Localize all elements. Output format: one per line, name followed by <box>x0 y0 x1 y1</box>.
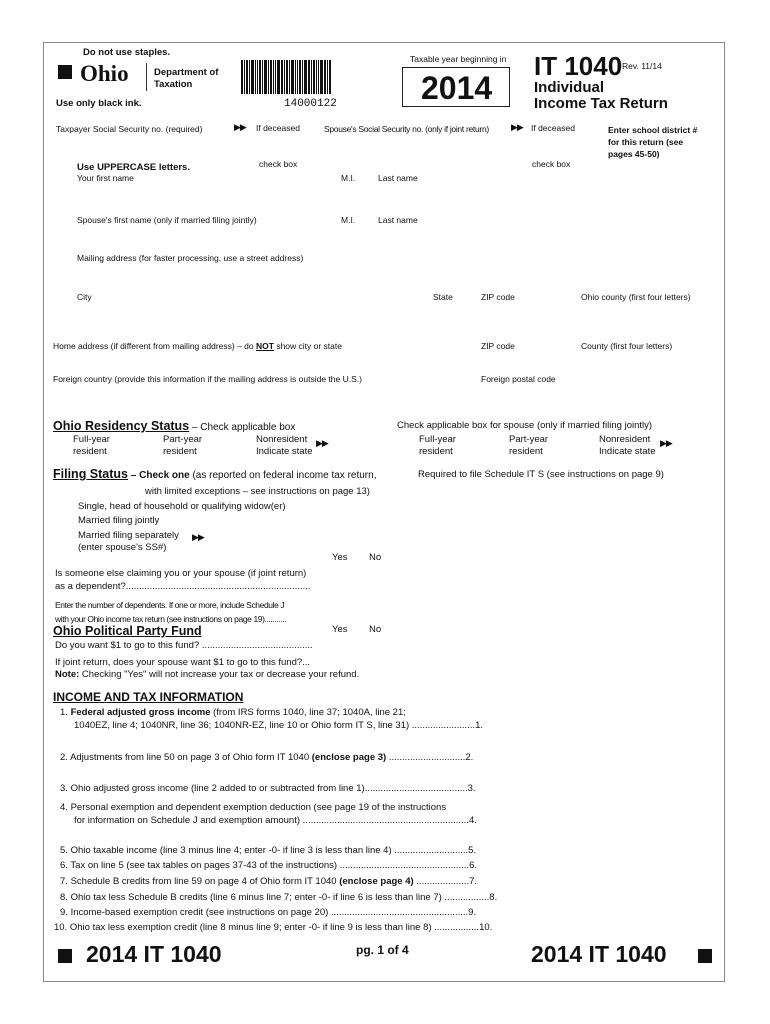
indicate-state-label: Indicate state <box>256 446 313 457</box>
income-line-9: 9. Income-based exemption credit (see instructions on page 20) ....................................................9. <box>60 907 477 918</box>
party-fund-no-label: No <box>369 624 382 635</box>
state-label: State <box>433 292 453 302</box>
dependent-question: Is someone else claiming you or your spouse (if joint return) <box>55 568 307 579</box>
arrow-right-icon: ▶▶ <box>316 438 328 448</box>
form-page <box>43 42 725 982</box>
home-address-label: Home address (if different from mailing address) – do NOT show city or state <box>53 341 342 351</box>
if-deceased-spouse-label: If deceased <box>531 123 575 133</box>
income-line-4: 4. Personal exemption and dependent exemption deduction (see page 19 of the instructions <box>60 802 447 813</box>
department-label: Department of <box>154 67 219 78</box>
filing-status-header: Filing Status – Check one (as reported on federal income tax return, <box>53 467 377 481</box>
income-line-10: 10. Ohio tax less exemption credit (line 8 minus line 9; enter -0- if line 9 is less than line 8) .................10. <box>54 922 493 933</box>
spouse-indicate-state-label: Indicate state <box>599 446 656 457</box>
spouse-residency-header: Check applicable box for spouse (only if married filing jointly) <box>397 420 653 431</box>
party-fund-spouse-question: If joint return, does your spouse want $1 to go to this fund?... <box>55 657 311 668</box>
school-district-label-3: pages 45-50) <box>608 149 660 159</box>
if-deceased-label: If deceased <box>256 123 300 133</box>
school-district-label-1: Enter school district # <box>608 125 698 135</box>
revision-date: Rev. 11/14 <box>622 61 662 71</box>
alignment-square-bottom-right <box>698 949 712 963</box>
income-line-7: 7. Schedule B credits from line 59 on page 4 of Ohio form IT 1040 (enclose page 4) ....................7. <box>60 876 478 887</box>
filing-mfj-label: Married filing jointly <box>78 515 160 526</box>
home-zip-label: ZIP code <box>481 341 515 351</box>
footer-form-title-right: 2014 IT 1040 <box>531 941 667 967</box>
income-line-6: 6. Tax on line 5 (see tax tables on pages 37-43 of the instructions) .................................................6. <box>60 860 477 871</box>
form-number: IT 1040 <box>534 51 623 81</box>
mailing-address-label: Mailing address (for faster processing, use a street address) <box>77 253 304 263</box>
uppercase-note: Use UPPERCASE letters. <box>77 162 190 173</box>
filing-status-desc: with limited exceptions – see instructions on page 13) <box>145 486 370 497</box>
full-year-label: Full-year <box>73 434 110 445</box>
ohio-logo: Ohio <box>80 61 129 86</box>
ssn-label: Taxpayer Social Security no. (required) <box>56 124 203 134</box>
barcode-number: 14000122 <box>284 98 337 110</box>
spouse-ssn-label: Spouse's Social Security no. (only if joint return) <box>324 124 489 134</box>
logo-divider <box>146 63 147 91</box>
spouse-full-year-resident-label: resident <box>419 446 453 457</box>
dependent-question-cont: as a dependent?...................................................................... <box>55 581 311 592</box>
party-fund-yes-label: Yes <box>332 624 348 635</box>
arrow-right-icon: ▶▶ <box>192 532 204 542</box>
no-staples-note: Do not use staples. <box>83 47 171 58</box>
income-line-1-cont: 1040EZ, line 4; 1040NR, line 36; 1040NR-EZ, line 10 or Ohio form IT S, line 31) ........................1. <box>74 720 484 731</box>
spouse-mi-label: M.I. <box>341 215 356 225</box>
spouse-full-year-label: Full-year <box>419 434 456 445</box>
income-line-1: 1. Federal adjusted gross income (from IRS forms 1040, line 37; 1040A, line 21; <box>60 707 406 718</box>
form-title-line2: Income Tax Return <box>534 95 668 112</box>
year-box <box>402 67 510 107</box>
last-name-label: Last name <box>378 173 418 183</box>
residency-header: Ohio Residency Status – Check applicable box <box>53 419 296 433</box>
zip-label: ZIP code <box>481 292 515 302</box>
spouse-part-year-label: Part-year <box>509 434 549 445</box>
arrow-right-icon: ▶▶ <box>234 122 246 132</box>
yes-label: Yes <box>332 552 348 563</box>
black-ink-note: Use only black ink. <box>56 98 142 109</box>
income-line-5: 5. Ohio taxable income (line 3 minus line 4; enter -0- if line 3 is less than line 4) ............................5. <box>60 845 477 856</box>
spouse-part-year-resident-label: resident <box>509 446 543 457</box>
spouse-last-name-label: Last name <box>378 215 418 225</box>
barcode <box>241 60 332 94</box>
taxable-year-label: Taxable year beginning in <box>410 54 507 64</box>
party-fund-header: Ohio Political Party Fund <box>53 624 202 638</box>
ohio-county-label: Ohio county (first four letters) <box>581 292 691 302</box>
arrow-right-icon: ▶▶ <box>660 438 672 448</box>
income-line-4-cont: for information on Schedule J and exemption amount) ...............................................................4. <box>74 815 477 826</box>
mi-label: M.I. <box>341 173 356 183</box>
income-line-8: 8. Ohio tax less Schedule B credits (line 6 minus line 7; enter -0- if line 6 is less than line 7) .................8. <box>60 892 498 903</box>
tax-year: 2014 <box>421 70 493 106</box>
spouse-nonresident-label: Nonresident <box>599 434 651 445</box>
alignment-square-top <box>58 65 72 79</box>
income-line-2: 2. Adjustments from line 50 on page 3 of Ohio form IT 1040 (enclose page 3) .............................2. <box>60 752 474 763</box>
income-line-3: 3. Ohio adjusted gross income (line 2 added to or subtracted from line 1).......................................3. <box>60 783 476 794</box>
taxation-label: Taxation <box>154 79 193 90</box>
full-year-resident-label: resident <box>73 446 107 457</box>
page-number: pg. 1 of 4 <box>356 943 409 957</box>
dependents-count-label-cont: with your Ohio income tax return (see instructions on page 19)........... <box>55 614 287 624</box>
schedule-its-note: Required to file Schedule IT S (see instructions on page 9) <box>418 469 664 480</box>
part-year-label: Part-year <box>163 434 203 445</box>
foreign-postal-label: Foreign postal code <box>481 374 556 384</box>
check-box-label: check box <box>259 159 298 169</box>
filing-single-label: Single, head of household or qualifying widow(er) <box>78 501 286 512</box>
part-year-resident-label: resident <box>163 446 197 457</box>
school-district-label-2: for this return (see <box>608 137 684 147</box>
dependents-count-label: Enter the number of dependents. If one or more, include Schedule J <box>55 600 285 610</box>
footer-form-title-left: 2014 IT 1040 <box>86 941 222 967</box>
arrow-right-icon: ▶▶ <box>511 122 523 132</box>
no-label: No <box>369 552 382 563</box>
party-fund-note: Note: Checking "Yes" will not increase your tax or decrease your refund. <box>55 669 360 680</box>
city-label: City <box>77 292 92 302</box>
check-box-spouse-label: check box <box>532 159 571 169</box>
party-fund-question: Do you want $1 to go to this fund? .......................................... <box>55 640 313 651</box>
income-section-header: INCOME AND TAX INFORMATION <box>53 690 244 704</box>
nonresident-label: Nonresident <box>256 434 308 445</box>
spouse-first-name-label: Spouse's first name (only if married filing jointly) <box>77 215 257 225</box>
foreign-country-label: Foreign country (provide this information if the mailing address is outside the U.S.) <box>53 374 362 384</box>
filing-mfs-note: (enter spouse's SS#) <box>78 542 167 553</box>
form-title-line1: Individual <box>534 79 605 96</box>
filing-mfs-label: Married filing separately <box>78 530 179 541</box>
alignment-square-bottom-left <box>58 949 72 963</box>
home-county-label: County (first four letters) <box>581 341 673 351</box>
first-name-label: Your first name <box>77 173 134 183</box>
